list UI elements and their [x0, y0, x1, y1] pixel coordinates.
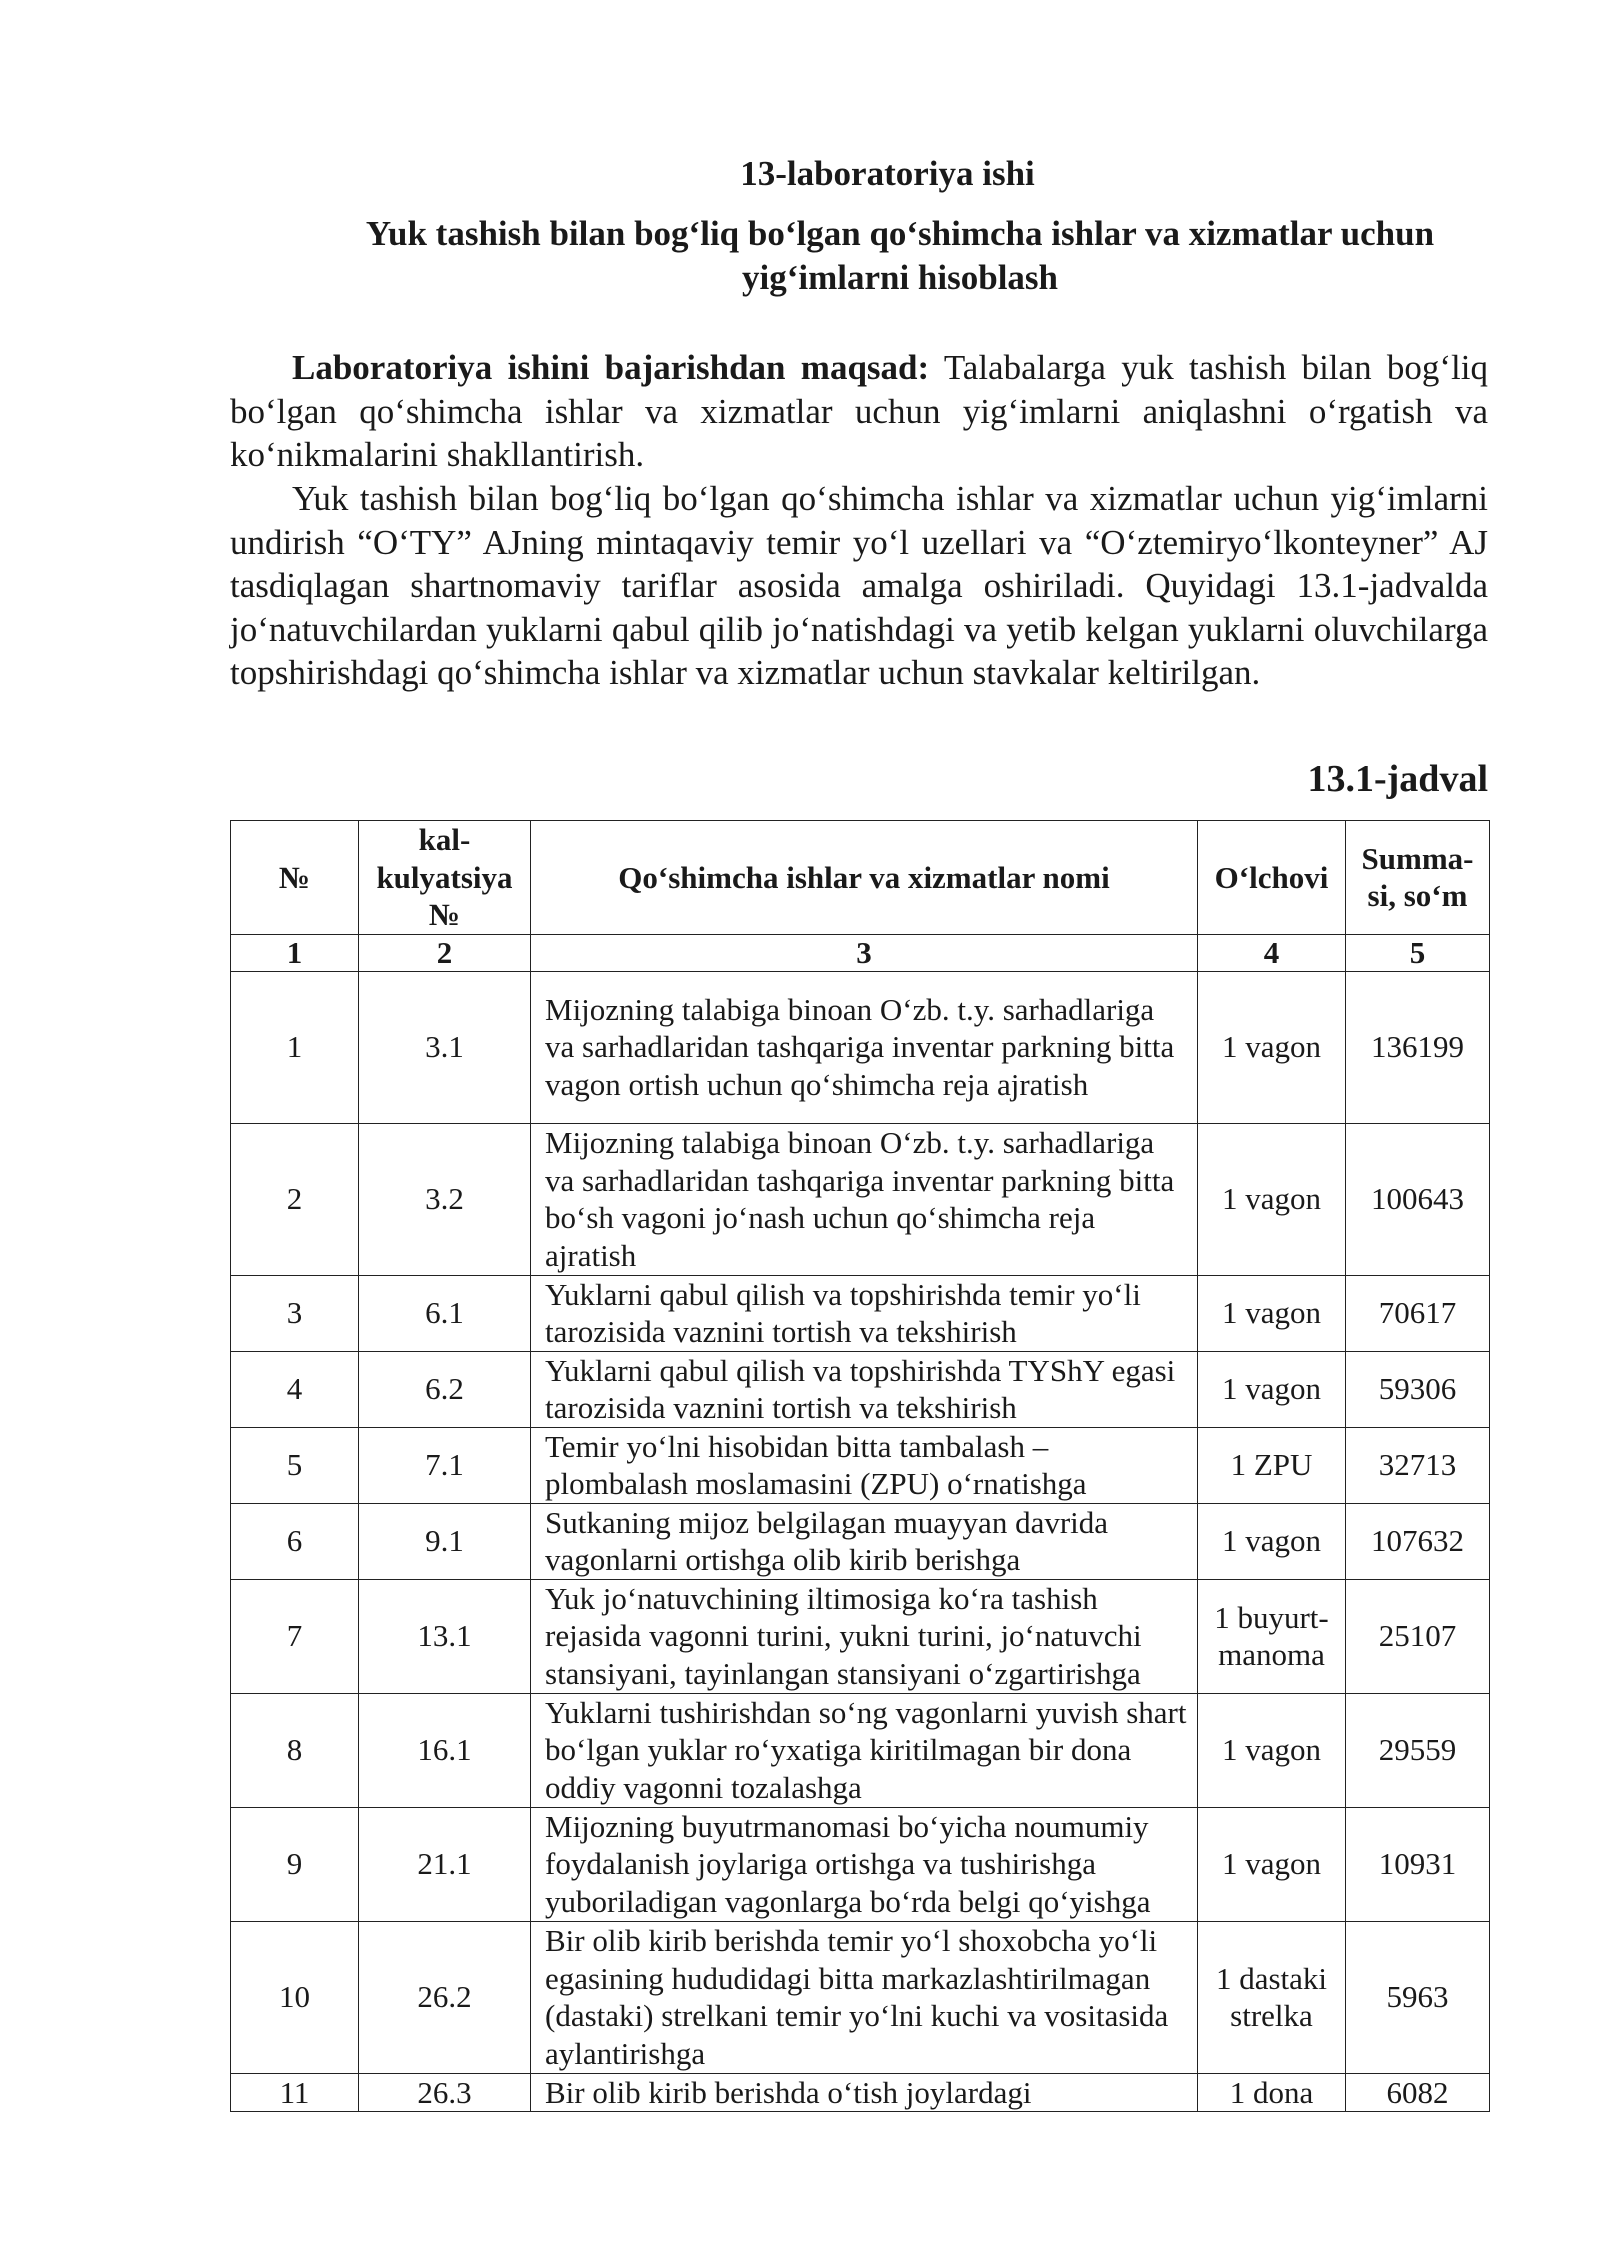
row-calc: 16.1	[359, 1693, 531, 1807]
row-unit: 1 vagon	[1198, 1807, 1346, 1921]
row-unit: 1 vagon	[1198, 1123, 1346, 1275]
row-name: Yuk jo‘natuvchining iltimosiga ko‘ra tashish rejasida vagonni turini, yukni turini, jo‘natuvchi stansiyani, tayinlangan stansiyani o‘zgartirishga	[531, 1579, 1198, 1693]
row-sum: 10931	[1346, 1807, 1490, 1921]
row-calc: 13.1	[359, 1579, 531, 1693]
table-row	[231, 1427, 1490, 1503]
row-sum: 25107	[1346, 1579, 1490, 1693]
row-calc: 21.1	[359, 1807, 531, 1921]
row-sum: 100643	[1346, 1123, 1490, 1275]
row-calc: 9.1	[359, 1503, 531, 1579]
row-num: 11	[231, 2073, 359, 2112]
row-calc: 3.1	[359, 971, 531, 1123]
row-name: Yuklarni tushirishdan so‘ng vagonlarni yuvish shart bo‘lgan yuklar ro‘yxatiga kiritilmagan bir dona oddiy vagonni tozalashga	[531, 1693, 1198, 1807]
table-caption: 13.1-jadval	[1307, 758, 1488, 800]
row-unit: 1 dona	[1198, 2073, 1346, 2112]
lab-subtitle: Yuk tashish bilan bog‘liq bo‘lgan qo‘shimcha ishlar va xizmatlar uchun yig‘imlarni hisoblash	[365, 214, 1435, 297]
row-calc: 3.2	[359, 1123, 531, 1275]
table-row	[231, 971, 1490, 1123]
table-header-row	[231, 821, 1490, 935]
table-row	[231, 1275, 1490, 1351]
table-row	[231, 1693, 1490, 1807]
row-unit: 1 vagon	[1198, 1503, 1346, 1579]
table-row	[231, 1579, 1490, 1693]
row-sum: 5963	[1346, 1921, 1490, 2073]
table-row	[231, 2073, 1490, 2112]
row-name: Mijozning talabiga binoan O‘zb. t.y. sarhadlariga va sarhadlaridan tashqariga inventar parkning bitta bo‘sh vagoni jo‘nash uchun qo‘shimcha reja ajratish	[531, 1123, 1198, 1275]
table-row	[231, 1123, 1490, 1275]
row-unit: 1 vagon	[1198, 1693, 1346, 1807]
row-num: 7	[231, 1579, 359, 1693]
column-number: 5	[1346, 934, 1490, 971]
row-num: 2	[231, 1123, 359, 1275]
row-num: 9	[231, 1807, 359, 1921]
column-number-row	[231, 934, 1490, 971]
row-sum: 29559	[1346, 1693, 1490, 1807]
row-calc: 26.3	[359, 2073, 531, 2112]
row-unit: 1 ZPU	[1198, 1427, 1346, 1503]
row-sum: 136199	[1346, 971, 1490, 1123]
row-name: Bir olib kirib berishda o‘tish joylardagi	[531, 2073, 1198, 2112]
row-name: Sutkaning mijoz belgilagan muayyan davrida vagonlarni ortishga olib kirib berishga	[531, 1503, 1198, 1579]
row-num: 6	[231, 1503, 359, 1579]
header-name: Qo‘shimcha ishlar va xizmatlar nomi	[531, 821, 1198, 935]
row-calc: 6.1	[359, 1275, 531, 1351]
row-unit: 1 buyurt-manoma	[1198, 1579, 1346, 1693]
row-num: 8	[231, 1693, 359, 1807]
row-name: Mijozning buyutrmanomasi bo‘yicha noumumiy foydalanish joylariga ortishga va tushirishga yuboriladigan vagonlarga bo‘rda belgi qo‘yishga	[531, 1807, 1198, 1921]
row-num: 5	[231, 1427, 359, 1503]
row-calc: 26.2	[359, 1921, 531, 2073]
column-number: 4	[1198, 934, 1346, 971]
table-row	[231, 1807, 1490, 1921]
objective-paragraph	[230, 346, 1488, 477]
objective-label: Laboratoriya ishini bajarishdan maqsad:	[292, 348, 930, 387]
row-num: 4	[231, 1351, 359, 1427]
header-unit: O‘lchovi	[1198, 821, 1346, 935]
row-num: 3	[231, 1275, 359, 1351]
row-name: Yuklarni qabul qilish va topshirishda temir yo‘li tarozisida vaznini tortish va tekshirish	[531, 1275, 1198, 1351]
objective-text: Talabalarga yuk tashish bilan bog‘liq bo‘lgan qo‘shimcha ishlar va xizmatlar uchun yig‘imlarni aniqlashni o‘rgatish va ko‘nikmalarini shakllantirish.	[230, 348, 1488, 474]
services-table	[230, 820, 1490, 2112]
header-num: №	[231, 821, 359, 935]
row-num: 10	[231, 1921, 359, 2073]
table-row	[231, 1351, 1490, 1427]
lab-title: 13-laboratoriya ishi	[740, 154, 1035, 193]
header-sum: Summa-si, so‘m	[1346, 821, 1490, 935]
row-name: Temir yo‘lni hisobidan bitta tambalash – plombalash moslamasini (ZPU) o‘rnatishga	[531, 1427, 1198, 1503]
description-paragraph: Yuk tashish bilan bog‘liq bo‘lgan qo‘shimcha ishlar va xizmatlar uchun yig‘imlarni undirish “O‘TY” AJning mintaqaviy temir yo‘l uzellari va “O‘ztemiryo‘lkonteyner” AJ tasdiqlagan shartnomaviy tariflar asosida amalga oshiriladi. Quyidagi 13.1-jadvalda jo‘natuvchilardan yuklarni qabul qilib jo‘natishdagi va yetib kelgan yuklarni oluvchilarga topshirishdagi qo‘shimcha ishlar va xizmatlar uchun stavkalar keltirilgan.	[230, 479, 1488, 692]
column-number: 2	[359, 934, 531, 971]
column-number: 1	[231, 934, 359, 971]
row-sum: 107632	[1346, 1503, 1490, 1579]
row-calc: 7.1	[359, 1427, 531, 1503]
row-unit: 1 vagon	[1198, 971, 1346, 1123]
row-name: Bir olib kirib berishda temir yo‘l shoxobcha yo‘li egasining hududidagi bitta markazlashtirilmagan (dastaki) strelkani temir yo‘lni kuchi va vositasida aylantirishga	[531, 1921, 1198, 2073]
row-sum: 70617	[1346, 1275, 1490, 1351]
row-unit: 1 vagon	[1198, 1275, 1346, 1351]
column-number: 3	[531, 934, 1198, 971]
row-name: Mijozning talabiga binoan O‘zb. t.y. sarhadlariga va sarhadlaridan tashqariga inventar parkning bitta vagon ortish uchun qo‘shimcha reja ajratish	[531, 971, 1198, 1123]
row-calc: 6.2	[359, 1351, 531, 1427]
table-row	[231, 1503, 1490, 1579]
table-row	[231, 1921, 1490, 2073]
row-unit: 1 vagon	[1198, 1351, 1346, 1427]
row-name: Yuklarni qabul qilish va topshirishda TYShY egasi tarozisida vaznini tortish va tekshirish	[531, 1351, 1198, 1427]
row-sum: 32713	[1346, 1427, 1490, 1503]
row-sum: 6082	[1346, 2073, 1490, 2112]
row-num: 1	[231, 971, 359, 1123]
row-unit: 1 dastaki strelka	[1198, 1921, 1346, 2073]
header-calc: kal-kulyatsiya №	[359, 821, 531, 935]
row-sum: 59306	[1346, 1351, 1490, 1427]
